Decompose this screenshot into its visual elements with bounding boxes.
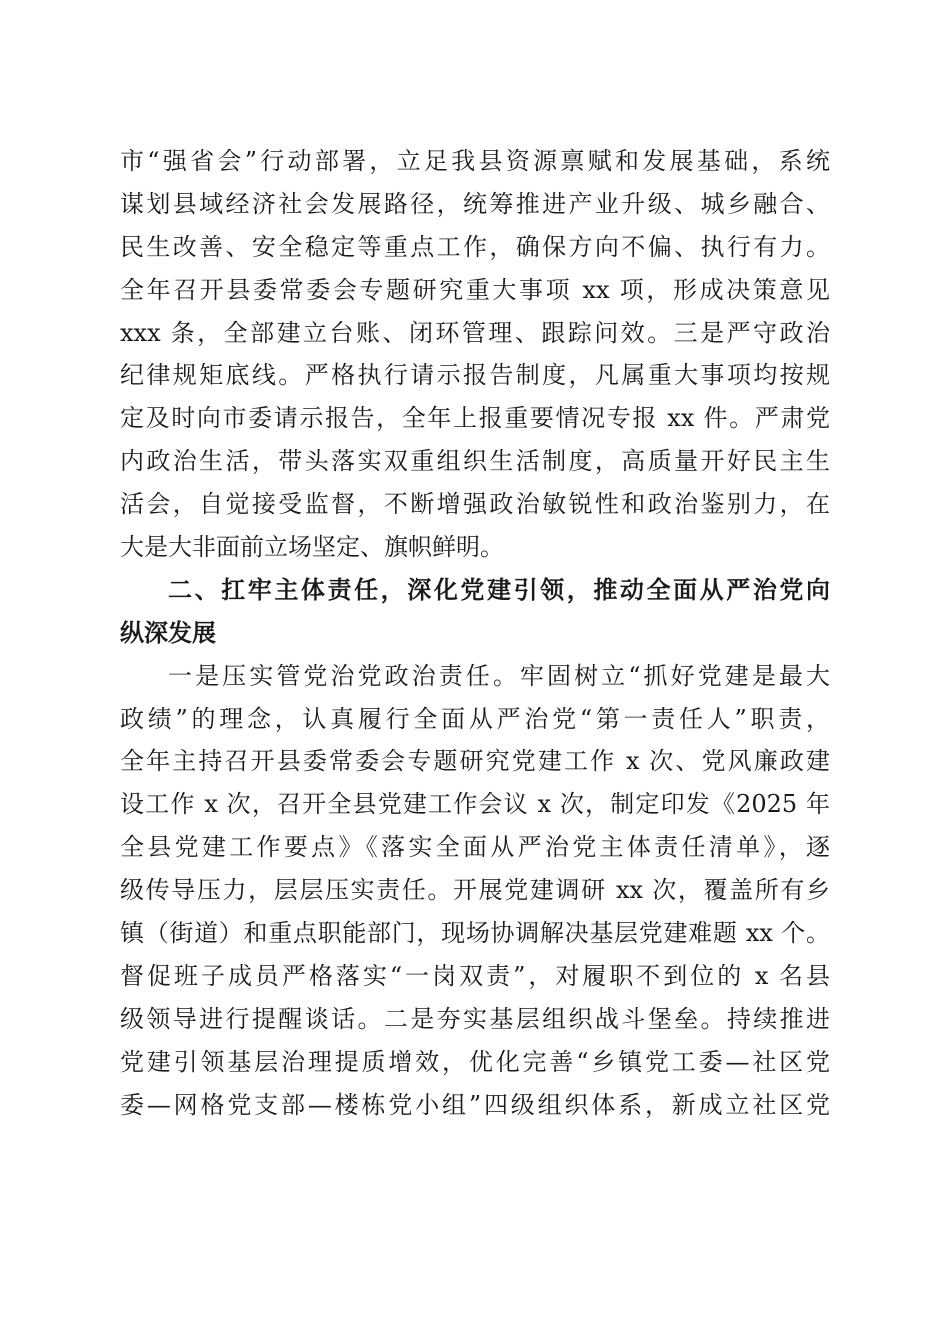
text-line: 活会，自觉接受监督，不断增强政治敏锐性和政治鉴别力，在 — [120, 490, 830, 519]
text-line: 内政治生活，带头落实双重组织生活制度，高质量开好民主生 — [120, 447, 830, 476]
text-line: 大是大非面前立场坚定、旗帜鲜明。 — [120, 533, 504, 562]
section-heading: 纵深发展 — [120, 618, 216, 647]
text-line: 党建引领基层治理提质增效，优化完善“乡镇党工委—社区党 — [120, 1047, 830, 1076]
text-line: 一是压实管党治党政治责任。牢固树立“抓好党建是最大 — [168, 661, 830, 690]
text-line: 镇（街道）和重点职能部门，现场协调解决基层党建难题 xx 个。 — [120, 919, 830, 948]
text-line: 督促班子成员严格落实“一岗双责”，对履职不到位的 x 名县 — [120, 961, 830, 990]
section-heading: 二、扛牢主体责任，深化党建引领，推动全面从严治党向 — [168, 575, 830, 604]
text-line: 委—网格党支部—楼栋党小组”四级组织体系，新成立社区党 — [120, 1090, 830, 1119]
text-line: 全年召开县委常委会专题研究重大事项 xx 项，形成决策意见 — [120, 275, 830, 304]
text-line: 级传导压力，层层压实责任。开展党建调研 xx 次，覆盖所有乡 — [120, 876, 830, 905]
text-line: 民生改善、安全稳定等重点工作，确保方向不偏、执行有力。 — [120, 232, 830, 261]
text-line: 级领导进行提醒谈话。二是夯实基层组织战斗堡垒。持续推进 — [120, 1004, 830, 1033]
text-line: 谋划县域经济社会发展路径，统筹推进产业升级、城乡融合、 — [120, 189, 830, 218]
text-line: 定及时向市委请示报告，全年上报重要情况专报 xx 件。严肃党 — [120, 404, 830, 433]
text-line: xxx 条，全部建立台账、闭环管理、跟踪问效。三是严守政治 — [120, 318, 830, 347]
text-line: 市“强省会”行动部署，立足我县资源禀赋和发展基础，系统 — [120, 147, 830, 175]
text-line: 全年主持召开县委常委会专题研究党建工作 x 次、党风廉政建 — [120, 747, 830, 776]
body-text — [120, 140, 830, 1126]
text-line: 设工作 x 次，召开全县党建工作会议 x 次，制定印发《2025 年 — [120, 790, 830, 819]
text-line: 政绩”的理念，认真履行全面从严治党“第一责任人”职责， — [120, 704, 830, 733]
text-line: 纪律规矩底线。严格执行请示报告制度，凡属重大事项均按规 — [120, 361, 830, 390]
text-line: 全县党建工作要点》《落实全面从严治党主体责任清单》，逐 — [120, 833, 830, 862]
